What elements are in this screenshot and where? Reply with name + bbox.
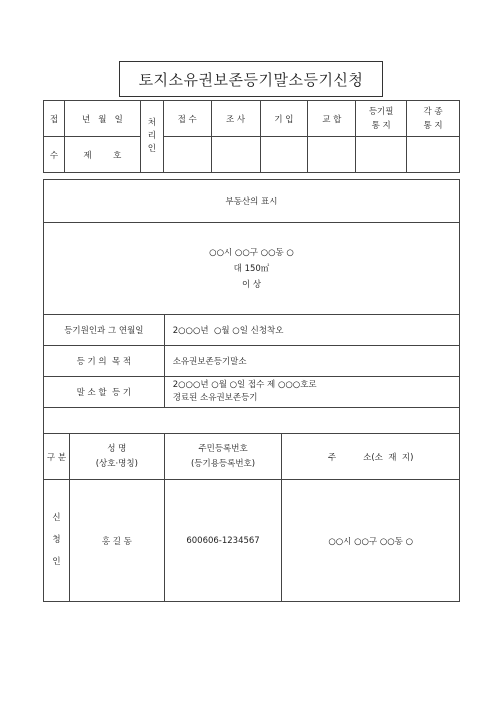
application-table xyxy=(43,179,460,602)
header-id-number: 주민등록번호 (등기용등록번호) xyxy=(164,434,282,480)
cancel-registration-label: 말 소 할 등 기 xyxy=(44,377,165,408)
cell-entry xyxy=(260,137,308,173)
cell-receive xyxy=(163,137,211,173)
reception-table xyxy=(43,100,460,173)
applicant-name: 홍 길 동 xyxy=(69,480,164,602)
blank-row xyxy=(44,408,460,434)
col-completion-notice: 등기필 통 지 xyxy=(356,101,407,137)
header-address: 주 소(소 재 지) xyxy=(282,434,460,480)
cancel-registration-value: 2○○○년 ○월 ○일 접수 제 ○○○호로 경료된 소유권보존등기 xyxy=(164,377,459,408)
col-inspect: 조 사 xyxy=(211,101,260,137)
purpose-value: 소유권보존등기말소 xyxy=(164,346,459,377)
property-end: 이 상 xyxy=(241,279,262,290)
reception-date: 년 월 일 xyxy=(64,101,140,137)
col-various-notice: 각 종 통 지 xyxy=(407,101,460,137)
header-name: 성 명 (상호·명칭) xyxy=(69,434,164,480)
reception-label-top: 접 xyxy=(44,101,65,137)
property-area: 대 150㎡ xyxy=(233,263,270,274)
col-entry: 기 입 xyxy=(260,101,308,137)
processor-label: 처 리 인 xyxy=(140,101,163,173)
cell-completion-notice xyxy=(356,137,407,173)
applicant-label: 신 청 인 xyxy=(44,480,70,602)
col-receive: 접 수 xyxy=(163,101,211,137)
purpose-label: 등 기 의 목 적 xyxy=(44,346,165,377)
cause-date-value: 2○○○년 ○월 ○일 신청착오 xyxy=(164,315,459,346)
document-title: 토지소유권보존등기말소등기신청 xyxy=(119,61,383,97)
col-verify: 교 합 xyxy=(308,101,356,137)
cell-inspect xyxy=(211,137,260,173)
header-category: 구 분 xyxy=(44,434,70,480)
property-address: ○○시 ○○구 ○○동 ○ xyxy=(209,247,294,258)
reception-number: 제 호 xyxy=(64,137,140,173)
applicant-address: ○○시 ○○구 ○○동 ○ xyxy=(282,480,460,602)
cell-various-notice xyxy=(407,137,460,173)
reception-label-bottom: 수 xyxy=(44,137,65,173)
applicant-id-number: 600606-1234567 xyxy=(164,480,282,602)
cell-verify xyxy=(308,137,356,173)
property-description xyxy=(44,223,460,315)
property-header: 부동산의 표시 xyxy=(44,180,460,223)
cause-date-label: 등기원인과 그 연월일 xyxy=(44,315,165,346)
